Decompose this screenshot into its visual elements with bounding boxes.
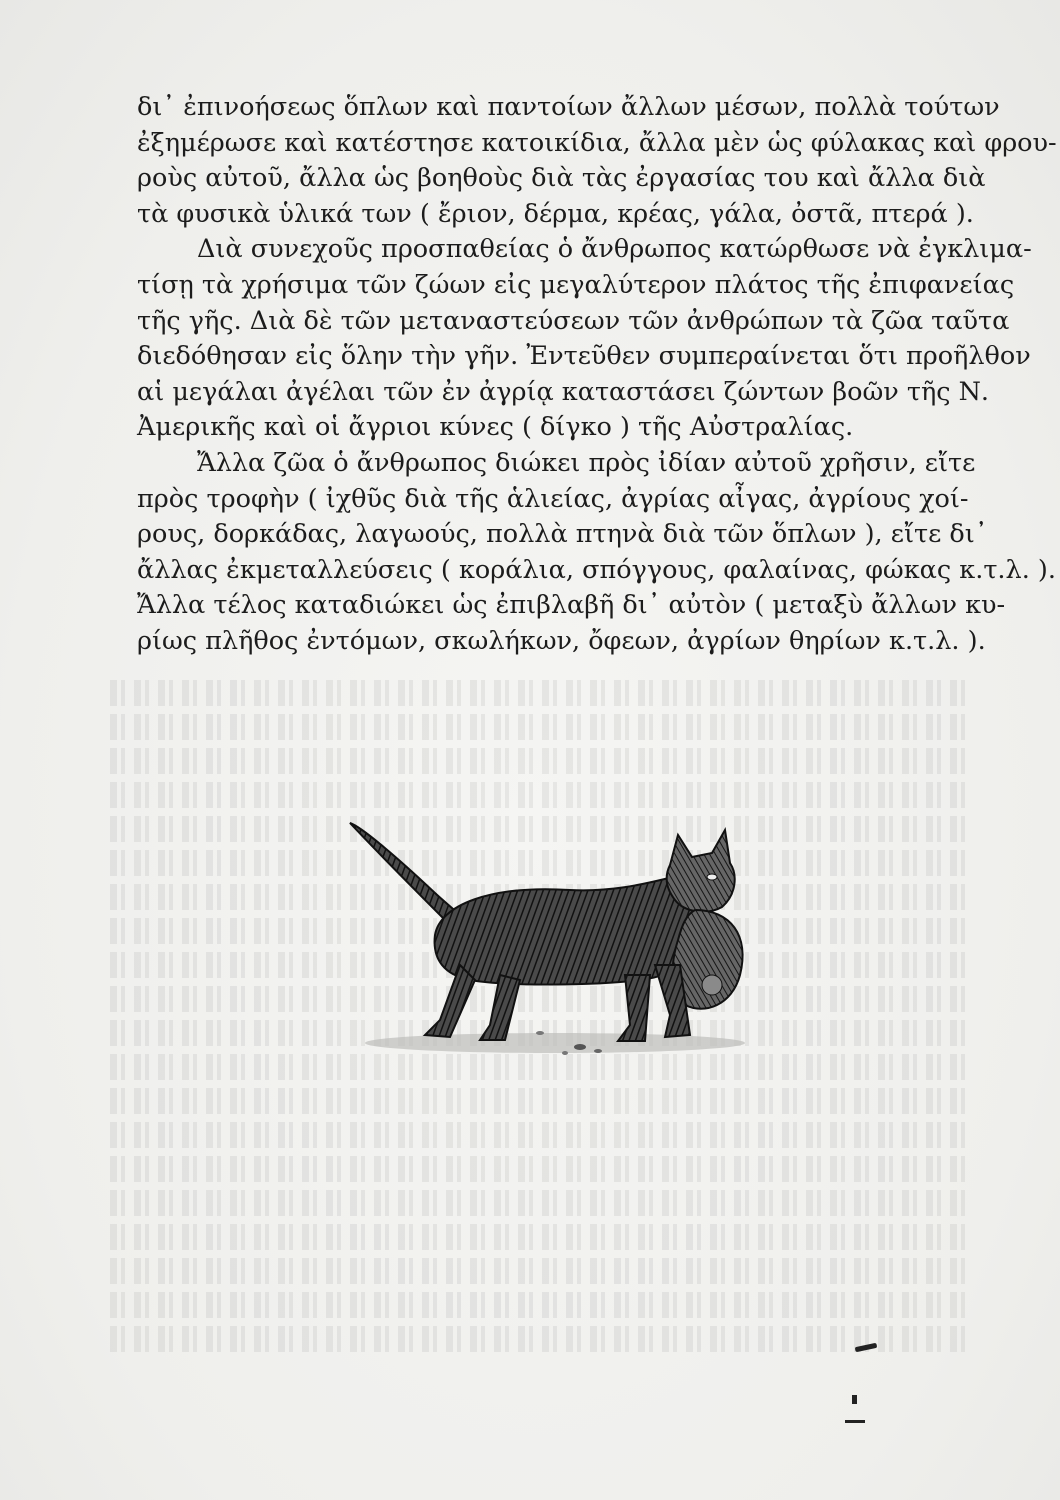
text-line: ἄλλας ἐκμεταλλεύσεις ( κοράλια, σπόγγους, φαλαίνας, φώκας κ.τ.λ. ). (137, 554, 1056, 585)
text-line: ἐξημέρωσε καὶ κατέστησε κατοικίδια, ἄλλα μὲν ὡς φύλακας καὶ φρου- (137, 127, 1057, 158)
text-line: τίσῃ τὰ χρήσιμα τῶν ζώων εἰς μεγαλύτερον πλάτος τῆς ἐπιφανείας (137, 269, 1015, 300)
text-line: τῆς γῆς. Διὰ δὲ τῶν μεταναστεύσεων τῶν ἀνθρώπων τὰ ζῶα ταῦτα (137, 305, 1010, 336)
text-line: ρους, δορκάδας, λαγωούς, πολλὰ πτηνὰ διὰ τῶν ὅπλων ), εἴτε δι᾽ (137, 519, 988, 550)
text-line: πρὸς τροφὴν ( ἰχθῦς διὰ τῆς ἁλιείας, ἀγρίας αἶγας, ἀγρίους χοί- (137, 483, 969, 514)
body-text (137, 90, 1057, 660)
cat-carrying-kitten-icon (340, 815, 760, 1065)
text-line: ροὺς αὐτοῦ, ἄλλα ὡς βοηθοὺς διὰ τὰς ἐργασίας του καὶ ἄλλα διὰ (137, 163, 986, 194)
text-line: διεδόθησαν εἰς ὅλην τὴν γῆν. Ἐντεῦθεν συμπεραίνεται ὅτι προῆλθον (137, 341, 1031, 372)
text-line: Ἄλλα ζῶα ὁ ἄνθρωπος διώκει πρὸς ἰδίαν αὐτοῦ χρῆσιν, εἴτε (197, 447, 976, 478)
text-line: Διὰ συνεχοῦς προσπαθείας ὁ ἄνθρωπος κατώρθωσε νὰ ἐγκλιμα- (197, 234, 1032, 265)
text-line: Ἄλλα τέλος καταδιώκει ὡς ἐπιβλαβῆ δι᾽ αὐτὸν ( μεταξὺ ἄλλων κυ- (137, 590, 1006, 621)
stray-mark (852, 1395, 857, 1404)
text-line: τὰ φυσικὰ ὑλικά των ( ἔριον, δέρμα, κρέας, γάλα, ὀστᾶ, πτερά ). (137, 198, 974, 229)
text-line: ρίως πλῆθος ἐντόμων, σκωλήκων, ὄφεων, ἀγρίων θηρίων κ.τ.λ. ). (137, 625, 986, 656)
text-line: αἱ μεγάλαι ἀγέλαι τῶν ἐν ἀγρίᾳ καταστάσει ζώντων βοῶν τῆς Ν. (137, 376, 990, 407)
text-line: δι᾽ ἐπινοήσεως ὅπλων καὶ παντοίων ἄλλων μέσων, πολλὰ τούτων (137, 92, 1000, 122)
cat-illustration (340, 815, 760, 1065)
stray-mark (855, 1343, 878, 1352)
stray-mark (845, 1420, 865, 1423)
text-line: Ἀμερικῆς καὶ οἱ ἄγριοι κύνες ( δίγκο ) τῆς Αὐστραλίας. (137, 412, 854, 443)
